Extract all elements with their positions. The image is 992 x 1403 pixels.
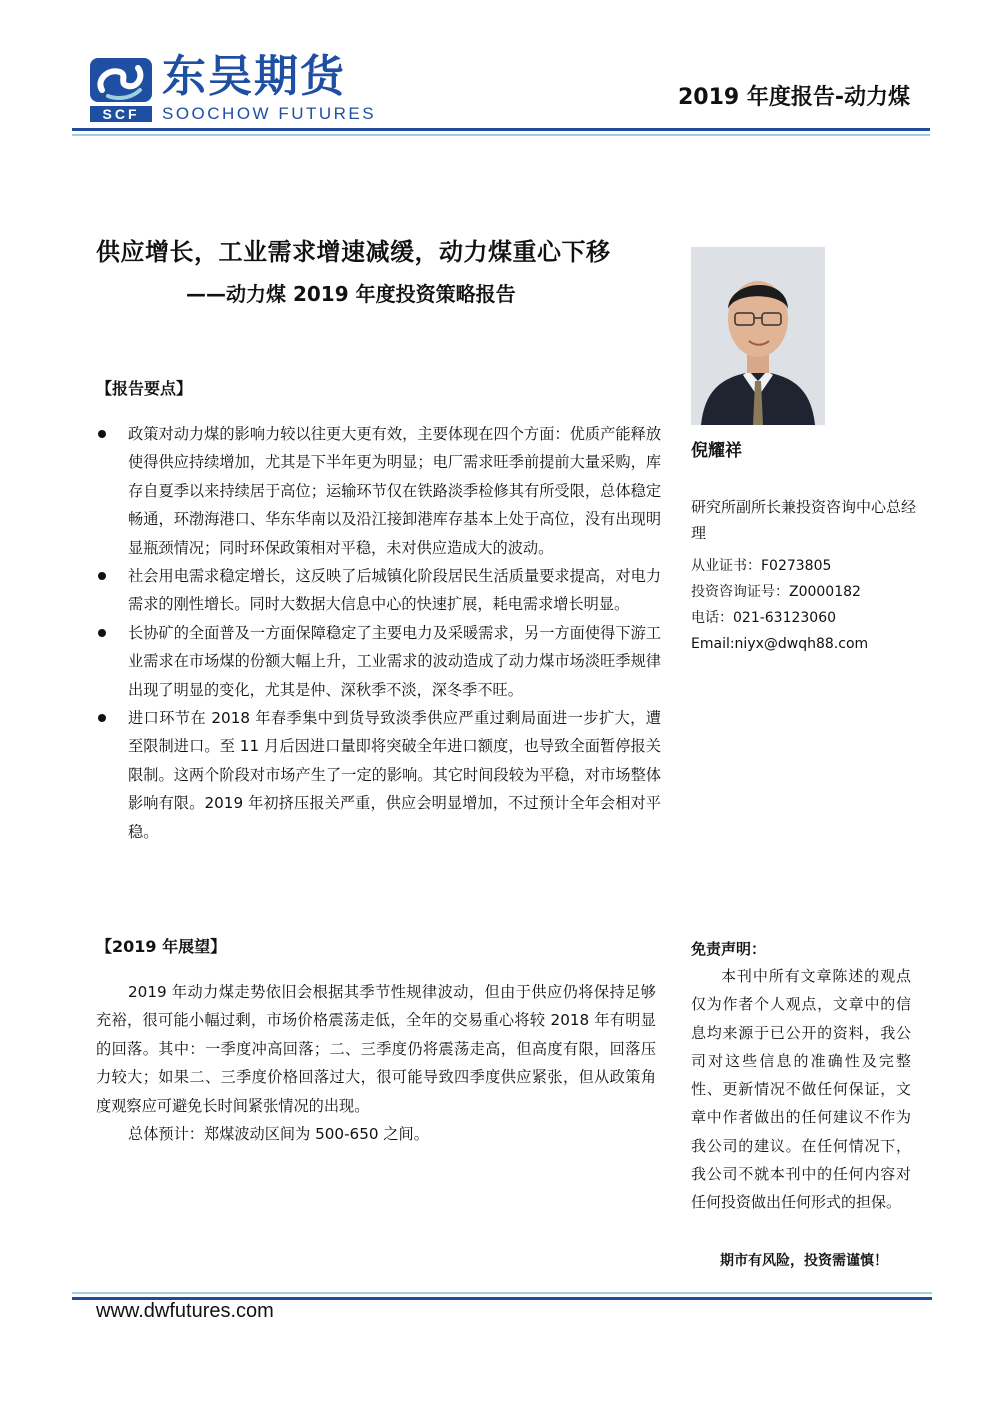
outlook-paragraph: 2019 年动力煤走势依旧会根据其季节性规律波动，但由于供应仍将保持足够充裕，很可能小幅过剩，市场价格震荡走低，全年的交易重心将较 2018 年有明显的回落。其中：一季度冲高回落；二、三季度仍将震荡走高，但高度有限，回落压力较大；如果二、三季度价格回落过大，很可能导致四季度供应紧张，但从政策角度观察应可避免长时间紧张情况的出现。 xyxy=(96,983,656,1115)
report-title: 供应增长，工业需求增速减缓，动力煤重心下移 xyxy=(96,238,611,266)
analyst-name: 倪耀祥 xyxy=(691,441,742,461)
footer-website-link[interactable]: www.dwfutures.com xyxy=(96,1300,274,1322)
list-item xyxy=(96,704,661,846)
disclaimer-text: 本刊中所有文章陈述的观点仅为作者个人观点，文章中的信息均来源于已公开的资料，我公司对这些信息的准确性及完整性、更新情况不做任何保证，文章中作者做出的任何建议不作为我公司的建议。在任何情况下，我公司不就本刊中的任何内容对任何投资做出任何形式的担保。 xyxy=(691,967,911,1212)
header-divider-accent xyxy=(72,134,930,136)
list-item xyxy=(96,420,661,562)
bullet-icon xyxy=(98,714,106,722)
analyst-role: 研究所副所长兼投资咨询中心总经理 xyxy=(691,498,917,542)
key-point-text: 长协矿的全面普及一方面保障稳定了主要电力及采暖需求，另一方面使得下游工业需求在市场煤的份额大幅上升，工业需求的波动造成了动力煤市场淡旺季规律出现了明显的变化，尤其是仲、深秋季不淡，深冬季不旺。 xyxy=(128,623,661,699)
analyst-license: 从业证书：F0273805 xyxy=(691,558,832,574)
analyst-photo xyxy=(691,247,825,425)
outlook-heading: 【2019 年展望】 xyxy=(96,937,227,956)
disclaimer-heading: 免责声明： xyxy=(691,940,767,958)
key-points-list xyxy=(96,420,661,846)
bullet-icon xyxy=(98,572,106,580)
bullet-icon xyxy=(98,430,106,438)
key-point-text: 社会用电需求稳定增长，这反映了后城镇化阶段居民生活质量要求提高，对电力需求的刚性增长。同时大数据大信息中心的快速扩展，耗电需求增长明显。 xyxy=(128,567,661,614)
key-point-text: 进口环节在 2018 年春季集中到货导致淡季供应严重过剩局面进一步扩大，遭至限制进口。至 11 月后因进口量即将突破全年进口额度，也导致全面暂停报关限制。这两个阶段对市场产生了一定的影响。其它时间段较为平稳，对市场整体影响有限。2019 年初挤压报关严重，供应会明显增加，不过预计全年会相对平稳。 xyxy=(128,709,661,841)
outlook-paragraph: 总体预计：郑煤波动区间为 500-650 之间。 xyxy=(128,1125,429,1144)
bullet-icon xyxy=(98,629,106,637)
analyst-phone: 电话：021-63123060 xyxy=(691,610,837,626)
key-points-heading: 【报告要点】 xyxy=(96,379,193,398)
footer-divider-accent xyxy=(72,1292,932,1294)
report-tag: 2019 年度报告-动力煤 xyxy=(677,85,910,110)
logo-english-name: SOOCHOW FUTURES xyxy=(162,104,377,123)
report-subtitle: ——动力煤 2019 年度投资策略报告 xyxy=(186,282,516,306)
analyst-portrait-icon xyxy=(691,247,825,425)
logo-abbr: SCF xyxy=(102,106,140,122)
header-divider xyxy=(72,128,930,131)
outlook-body xyxy=(96,978,656,1148)
analyst-contact xyxy=(691,553,868,657)
logo-chinese-name: 东吴期货 xyxy=(162,51,346,102)
analyst-email[interactable]: Email:niyx@dwqh88.com xyxy=(691,636,869,652)
list-item xyxy=(96,562,661,619)
key-point-text: 政策对动力煤的影响力较以往更大更有效，主要体现在四个方面：优质产能释放使得供应持续增加，尤其是下半年更为明显；电厂需求旺季前提前大量采购，库存自夏季以来持续居于高位；运输环节仅在铁路淡季检修其有所受限，总体稳定畅通，环渤海港口、华东华南以及沿江接卸港库存基本上处于高位，没有出现明显瓶颈情况；同时环保政策相对平稳，未对供应造成大的波动。 xyxy=(128,425,661,557)
risk-warning: 期市有风险，投资需谨慎！ xyxy=(720,1253,888,1269)
analyst-consult-license: 投资咨询证号：Z0000182 xyxy=(691,584,861,600)
list-item xyxy=(96,619,661,704)
disclaimer-body xyxy=(691,962,911,1217)
scf-logo-icon xyxy=(88,54,156,124)
company-logo xyxy=(88,52,408,128)
